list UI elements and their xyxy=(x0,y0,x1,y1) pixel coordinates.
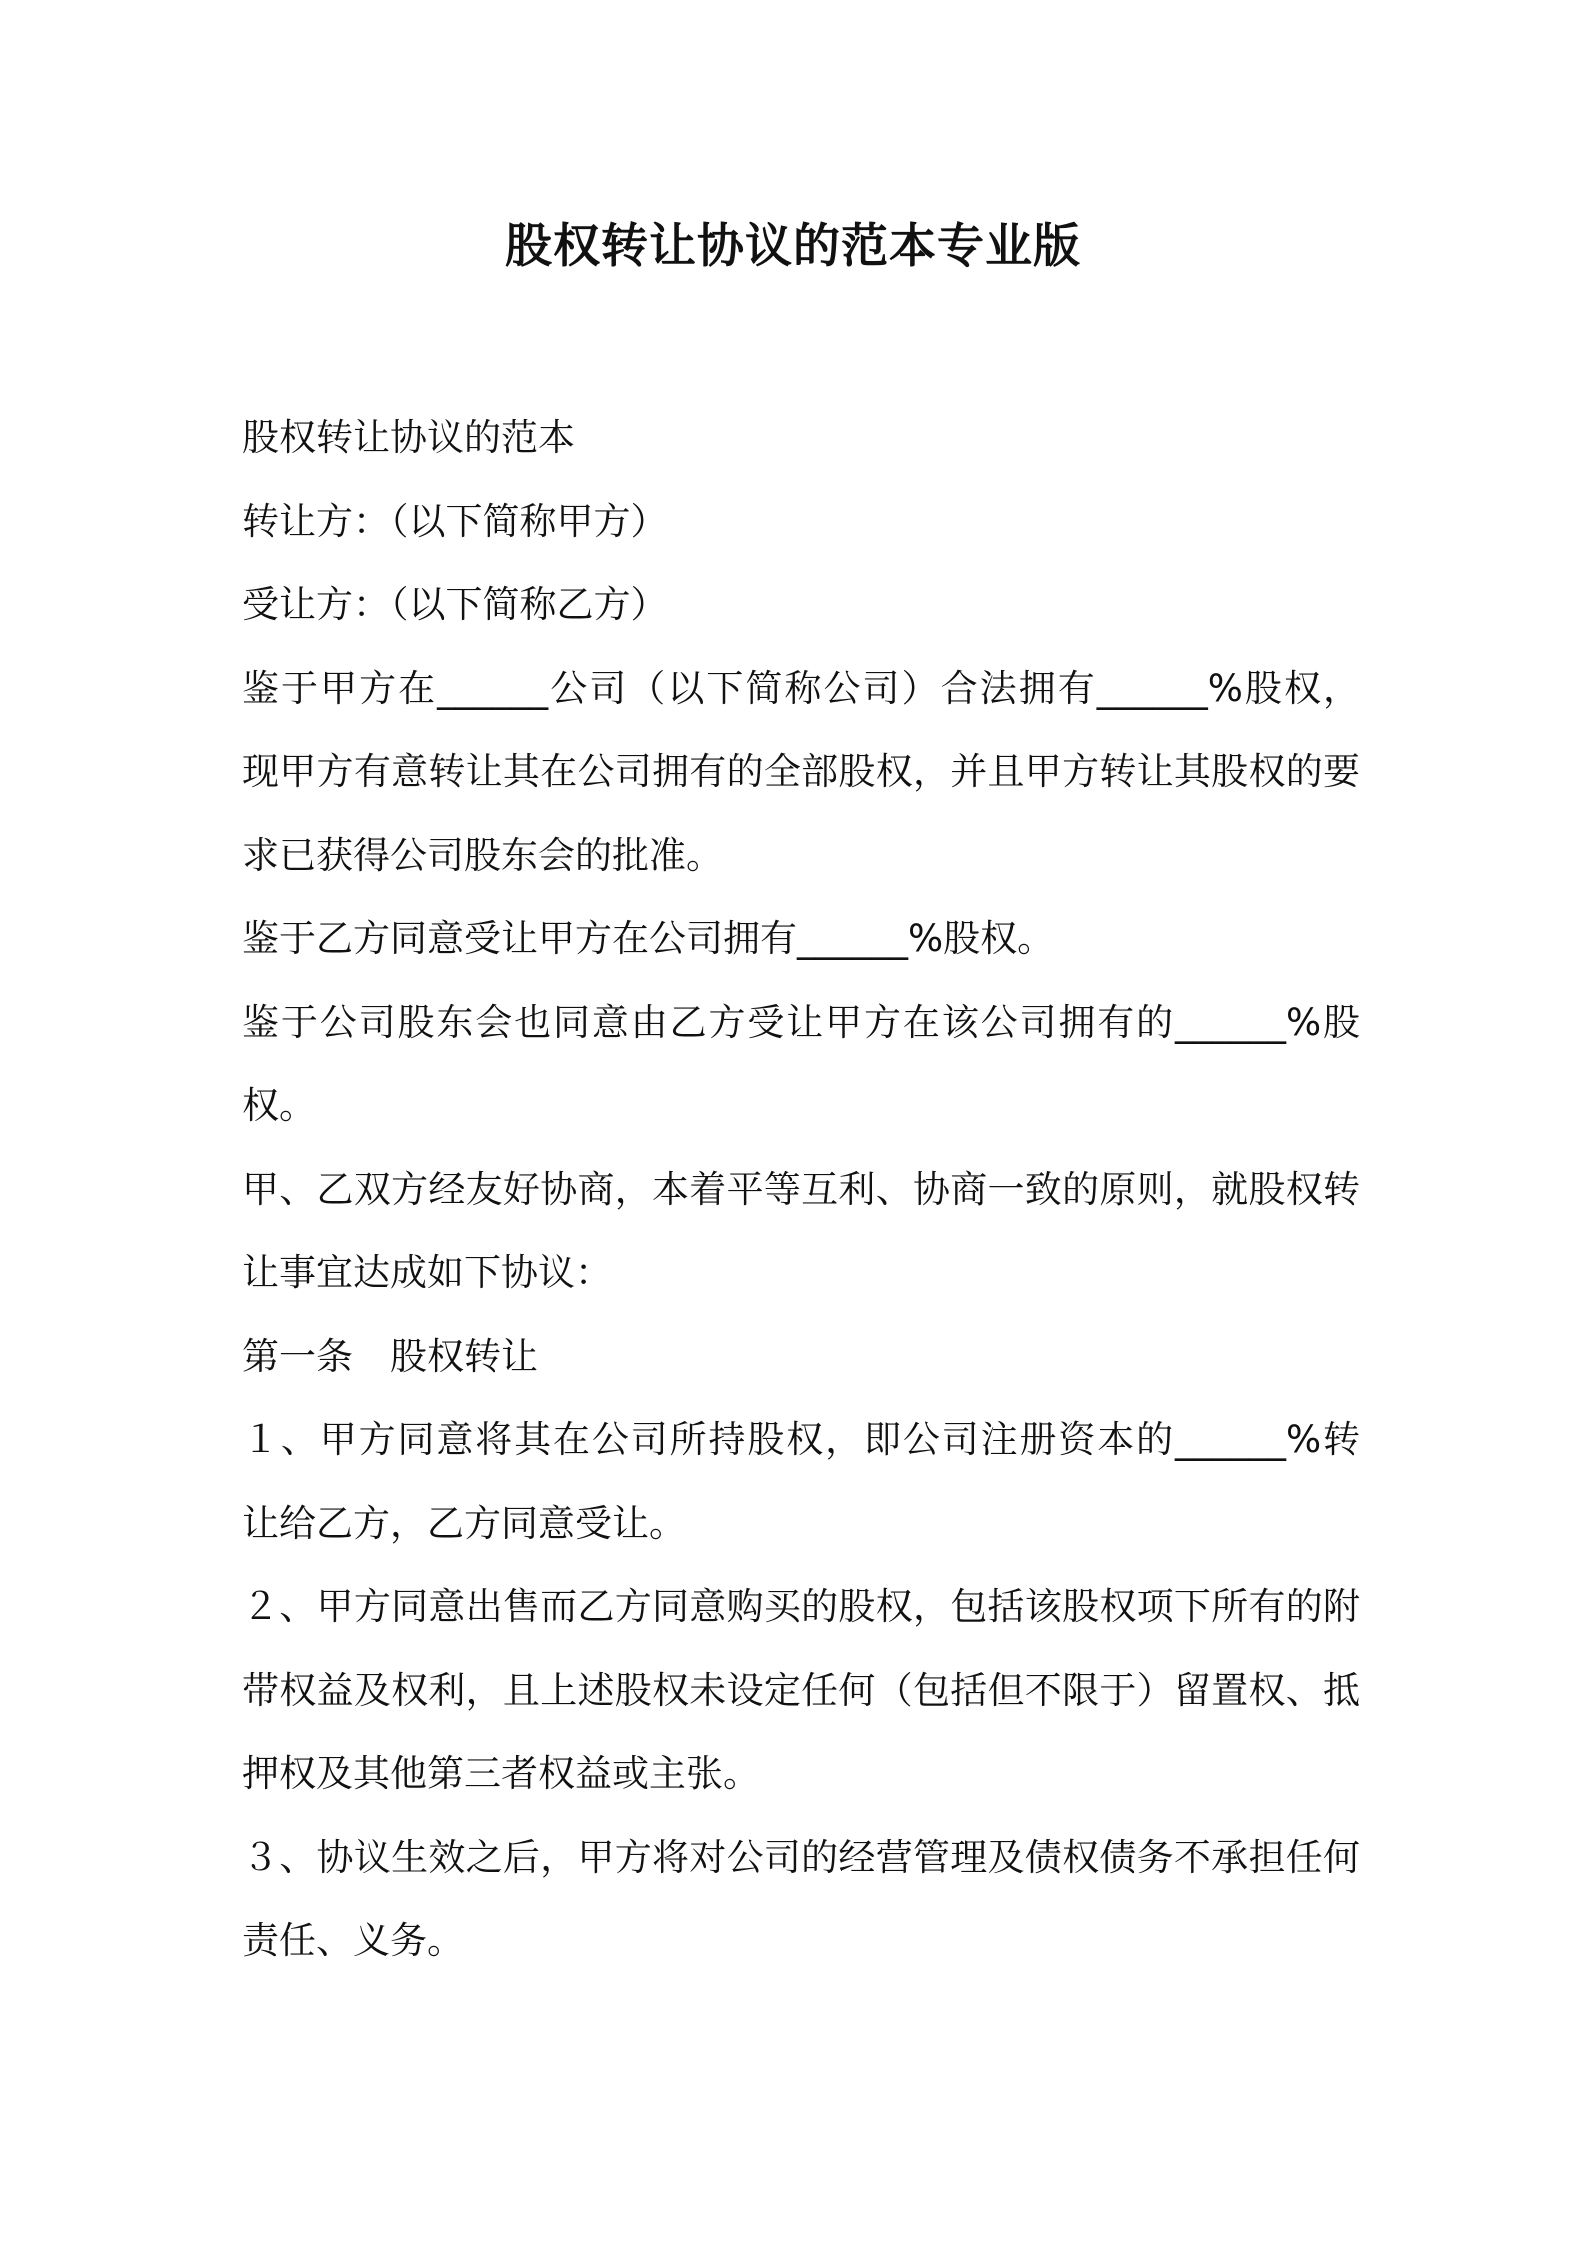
clause-line: 带权益及权利，且上述股权未设定任何（包括但不限于）留置权、抵 xyxy=(242,1668,1360,1712)
clause-line: ２、甲方同意出售而乙方同意购买的股权，包括该股权项下所有的附 xyxy=(242,1585,1360,1628)
document-body xyxy=(242,396,1360,1983)
paragraph-line: 甲、乙双方经友好协商，本着平等互利、协商一致的原则，就股权转 xyxy=(242,1167,1360,1211)
subtitle-line: 股权转让协议的范本 xyxy=(242,416,575,459)
transferee-line: 受让方：（以下简称乙方） xyxy=(242,583,668,626)
document-title: 股权转让协议的范本专业版 xyxy=(505,219,1081,274)
clause-line: ３、协议生效之后，甲方将对公司的经营管理及债权债务不承担任何 xyxy=(242,1835,1360,1879)
paragraph-line: 让事宜达成如下协议： xyxy=(242,1251,612,1294)
clause-line: 责任、义务。 xyxy=(242,1919,464,1962)
clause-line: 押权及其他第三者权益或主张。 xyxy=(242,1752,760,1795)
clause-line: １、甲方同意将其在公司所持股权，即公司注册资本的______%转 xyxy=(242,1418,1360,1461)
paragraph-line: 鉴于甲方在______公司（以下简称公司）合法拥有______%股权， xyxy=(242,666,1360,710)
paragraph-line: 现甲方有意转让其在公司拥有的全部股权，并且甲方转让其股权的要 xyxy=(242,750,1360,793)
paragraph-line: 鉴于乙方同意受让甲方在公司拥有______%股权。 xyxy=(242,917,1055,960)
transferor-line: 转让方：（以下简称甲方） xyxy=(242,499,668,543)
paragraph-line: 鉴于公司股东会也同意由乙方受让甲方在该公司拥有的______%股 xyxy=(242,1000,1360,1044)
article-heading: 第一条 股权转让 xyxy=(242,1334,538,1378)
paragraph-line: 权。 xyxy=(242,1084,316,1127)
clause-line: 让给乙方，乙方同意受让。 xyxy=(242,1501,686,1545)
paragraph-line: 求已获得公司股东会的批准。 xyxy=(242,833,723,877)
